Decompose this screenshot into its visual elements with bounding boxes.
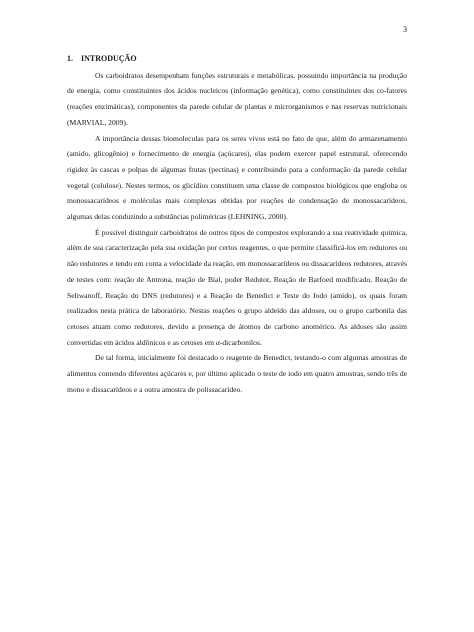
section-number: 1. bbox=[67, 54, 73, 63]
paragraph-2: A importância dessas biomoleculas para os seres vivos está no fato de que, além do armazenamento (amido, glicogênio) e fornecimento de energia (açúcares), elas podem exercer papel estrutural, oferecendo rigidez às cascas e polpas de algumas frutas (pectinas) e contribuindo para a conformação da parede celular vegetal (celulose). Nestes termos, os glicídios constituem uma classe de compostos biológicos que engloba os monossacarídeos e moléculas mais complexas obtidas por reações de condensação de monossacarídeos, algumas delas conduzindo a substâncias poliméricas (LEHNING, 2000). bbox=[67, 133, 407, 222]
page-number: 3 bbox=[403, 25, 407, 34]
paragraph-1: Os carboidratos desempenham funções estruturais e metabólicas, possuindo importância na produção de energia, como constituintes dos ácidos nucleicos (informação genética), como constituintes dos co-fatores (reações enzimáticas), componentes da parede celular de plantas e microrganismos e nas reservas nutricionais (MARVIAL, 2009). bbox=[67, 70, 407, 127]
section-heading bbox=[67, 51, 407, 67]
section-title: INTRODUÇÃO bbox=[81, 54, 137, 63]
paragraph-4: De tal forma, inicialmente foi destacado o reagente de Benedict, testando-o com algumas amostras de alimentos contendo diferentes açúcares e, por último aplicado o teste de iodo em quatro amostras, sendo três de mono e dissacarídeos e a outra amostra de polissacarídeo. bbox=[67, 353, 407, 394]
document-body bbox=[67, 51, 407, 397]
paragraph-3: É possível distinguir carboidratos de outros tipos de compostos explorando a sua reatividade química, além de sua caracterização pela sua oxidação por certos reagentes, o que permite classificá-los em redutores ou não redutores e tendo em conta a velocidade da reação, em monossacarídeos ou dissacarídeos redutores, através de testes com: reação de Antrona, reação de Bial, poder Redutor, Reação de Barfoed modificado, Reação de Seliwanoff, Reação do DNS (redutores) e a Reação de Benedict e Teste do Iodo (amido), os quais foram realizados nesta prática de laboratório. Nestas reações o grupo aldeído das aldoses, ou o grupo carbonila das cetoses atuam como redutores, devido a presença de átomos de carbono anomérico. As aldoses são assim convertidas em ácidos aldônicos e as cetoses em α-dicarbonilos. bbox=[67, 227, 407, 347]
